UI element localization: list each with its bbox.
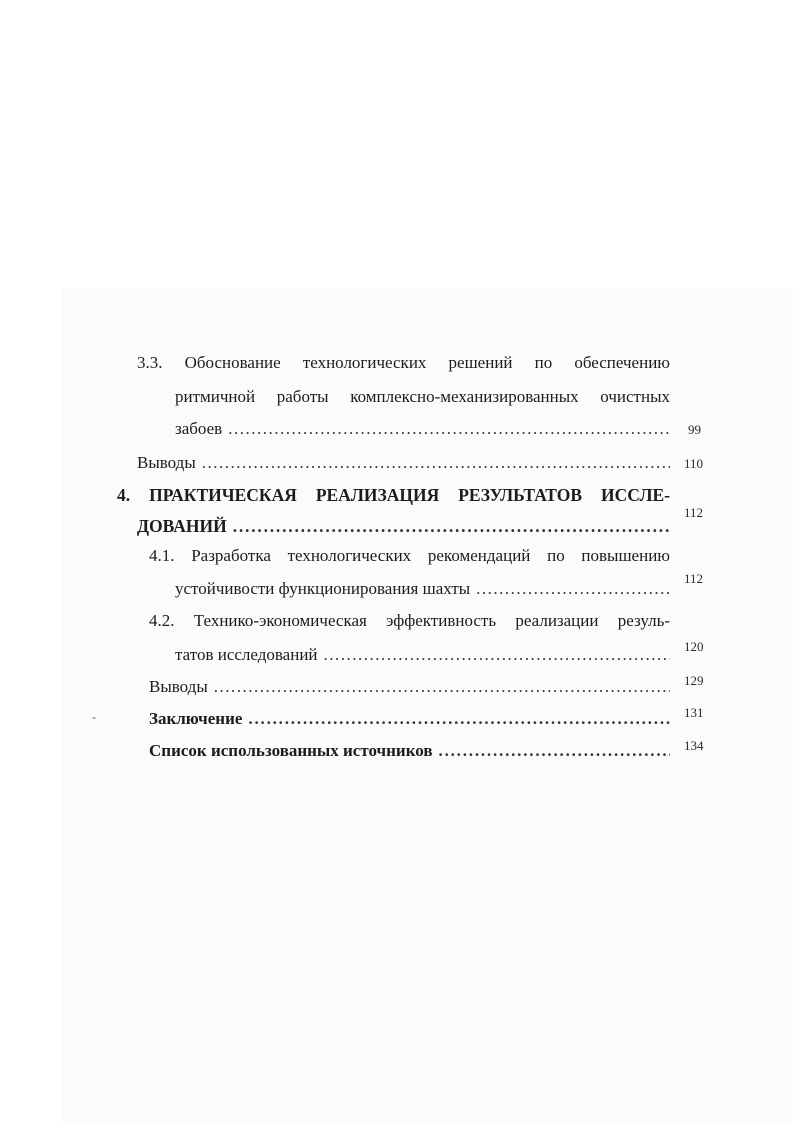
toc-conclusion-label: Заключение — [149, 709, 243, 728]
toc-4-1-line2 — [175, 579, 670, 599]
leader-dots — [248, 709, 670, 729]
toc-4-2-page: 120 — [684, 639, 704, 654]
toc-references — [149, 741, 670, 761]
leader-dots — [439, 741, 670, 761]
toc-vyvody-3 — [137, 453, 670, 473]
leader-dots — [214, 677, 670, 697]
leader-dots — [202, 453, 670, 473]
toc-4-2-line1: 4.2. Технико-экономическая эффективность реализации резуль- — [149, 611, 670, 630]
leader-dots — [233, 516, 670, 536]
toc-vyvody-4-label: Выводы — [149, 677, 208, 696]
toc-conclusion — [149, 709, 670, 729]
toc-4-2-label: татов исследований — [175, 645, 318, 664]
toc-vyvody-4 — [149, 677, 670, 697]
leader-dots — [324, 645, 670, 665]
leader-dots — [476, 579, 670, 599]
toc-4-2-line2 — [175, 645, 670, 665]
toc-3-3-label: забоев — [175, 419, 223, 438]
toc-vyvody-3-page: 110 — [684, 456, 704, 471]
margin-mark: - — [92, 710, 96, 724]
toc-chapter-4-label: ДОВАНИЙ — [137, 516, 227, 536]
toc-4-1-label: устойчивости функционирования шахты — [175, 579, 471, 598]
toc-chapter-4-line2 — [137, 516, 670, 536]
toc-4-1-page: 112 — [684, 571, 704, 586]
toc-vyvody-4-page: 129 — [684, 673, 704, 688]
toc-3-3-line3 — [175, 419, 670, 439]
toc-3-3-line1: 3.3. Обоснование технологических решений по обеспечению — [137, 353, 670, 372]
toc-references-label: Список использованных источников — [149, 741, 433, 760]
toc-4-1-line1: 4.1. Разработка технологических рекомендаций по повышению — [149, 546, 670, 565]
toc-3-3-page: 99 — [688, 422, 701, 437]
toc-chapter-4-page: 112 — [684, 505, 704, 520]
toc-references-page: 134 — [684, 738, 704, 753]
toc-vyvody-3-label: Выводы — [137, 453, 196, 472]
toc-3-3-line2: ритмичной работы комплексно-механизированных очистных — [175, 387, 670, 406]
toc-conclusion-page: 131 — [684, 705, 704, 720]
toc-chapter-4-line1: 4. ПРАКТИЧЕСКАЯ РЕАЛИЗАЦИЯ РЕЗУЛЬТАТОВ ИССЛЕ- — [117, 485, 670, 505]
leader-dots — [228, 419, 670, 439]
